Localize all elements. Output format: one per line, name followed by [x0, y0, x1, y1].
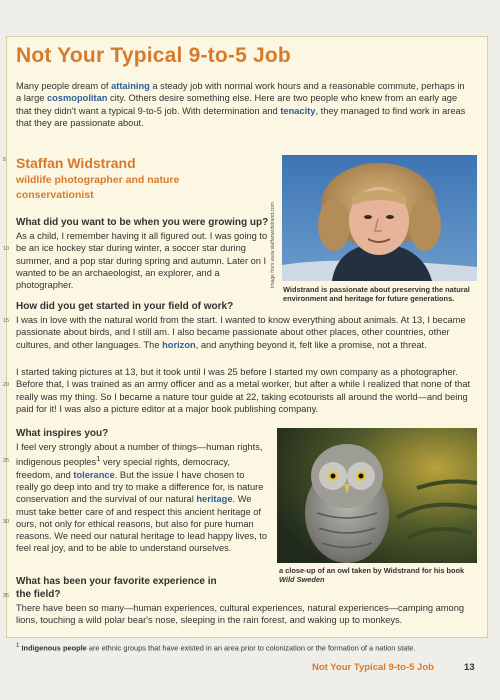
article-title: Not Your Typical 9-to-5 Job	[16, 44, 291, 67]
running-footer-title: Not Your Typical 9-to-5 Job	[312, 662, 434, 673]
text-run: I was in love with the natural world from the start. I wanted to know everything about animals. At 13, I became passionate about birds, and I still am. I also became passionate about other places, other countries, other cultures, and other languages. The	[16, 315, 466, 350]
line-number: 10	[3, 246, 10, 252]
vocab-keyword: tolerance	[73, 469, 115, 480]
line-number: 5	[3, 157, 7, 163]
person-name: Staffan Widstrand	[16, 155, 136, 171]
text-run: . But the issue I have chosen to really go deep into and try to make a difference for, is nature conservation and the survival of our natural	[16, 469, 264, 505]
text-run: very special rights, democracy, freedom, and	[16, 457, 230, 480]
portrait-image	[282, 155, 477, 281]
vocab-keyword: attaining	[111, 81, 150, 91]
text-run: I started taking pictures at 13, but it took until I was 25 before I started my own company as a photographer. Before that, I was trained as an army officer and as a metal worker, but after a while I realized that none of that really was my thing. So I became a nature tour guide at 22, taking ecotourists all around the world—and being paid for it! I was also a picture editor at a major book publishing company.	[16, 367, 471, 414]
text-run: As a child, I remember having it all figured out. I was going to be an ice hockey star during winter, a soccer star during summer, and a pop star during spring and autumn. Later on I wanted to be an archaeologist, an explorer, and a photographer.	[16, 231, 268, 291]
answer-getting-started-cont	[16, 366, 471, 415]
footnote-ref: 1	[96, 454, 101, 464]
portrait-photo	[282, 155, 477, 281]
person-role: wildlife photographer and nature conservationist	[16, 174, 180, 201]
line-number: 30	[3, 519, 10, 525]
page-number: 13	[464, 662, 475, 673]
question-growing-up: What did you want to be when you were growing up?	[16, 217, 269, 228]
question-favorite-experience: What has been your favorite experience in the field?	[16, 576, 217, 600]
portrait-caption: Widstrand is passionate about preserving the natural environment and heritage for future generations.	[283, 285, 470, 303]
vocab-keyword: heritage	[196, 494, 233, 505]
text-run: I feel very strongly about a number of things—human rights, indigenous peoples	[16, 442, 263, 468]
answer-getting-started	[16, 314, 471, 351]
answer-growing-up	[16, 230, 271, 291]
article-intro	[16, 80, 471, 130]
line-number: 25	[3, 458, 10, 464]
text-run: , they managed to find work in areas that they are passionate about.	[16, 105, 466, 129]
line-number: 20	[3, 382, 10, 388]
vocab-keyword: tenacity	[280, 105, 316, 116]
text-run: Many people dream of	[16, 81, 112, 91]
answer-favorite-experience	[16, 602, 471, 627]
text-run: city. Others desire something else. Here are two people who knew from an early age that they didn't want a typical 9-to-5 job. With determination and	[16, 93, 458, 116]
text-run: a steady job with normal work hours and a reasonable commute, perhaps in a large	[16, 81, 465, 104]
owl-caption	[279, 566, 477, 584]
vocab-keyword: horizon	[162, 339, 196, 350]
owl-photo	[277, 428, 477, 563]
text-run: , and anything beyond it, felt like a promise, not a threat.	[195, 339, 427, 350]
owl-caption-text: a close-up of an owl taken by Widstrand for his book	[279, 566, 465, 575]
footnote	[16, 642, 486, 652]
photo-credit: Image from www.staffanwidstrand.com	[270, 202, 276, 288]
owl-caption-book-title: Wild Sweden	[279, 575, 325, 584]
vocab-keyword: cosmopolitan	[47, 93, 108, 104]
footnote-marker: 1	[16, 642, 20, 649]
question-getting-started: How did you get started in your field of work?	[16, 301, 234, 312]
text-run: . We must take better care of and respect this ancient heritage of ours, not only for ethical reasons, but also for pure human reasons. We need our natural heritage to lead happy lives, to feel real joy, and to be able to understand ourselves.	[16, 494, 268, 554]
question-inspiration: What inspires you?	[16, 428, 109, 439]
text-run: There have been so many—human experiences, cultural experiences, natural experiences—camping among lions, touching a wild polar bear's nose, sleeping in the rain forest, and waking up to monkeys.	[16, 603, 465, 626]
owl-image	[277, 428, 477, 563]
answer-inspiration	[16, 441, 268, 555]
line-number: 15	[3, 318, 10, 324]
line-number: 35	[3, 593, 10, 599]
footnote-text: are ethnic groups that have existed in an area prior to colonization or the formation of a nation state.	[86, 643, 416, 653]
footnote-term: Indigenous people	[21, 643, 87, 653]
